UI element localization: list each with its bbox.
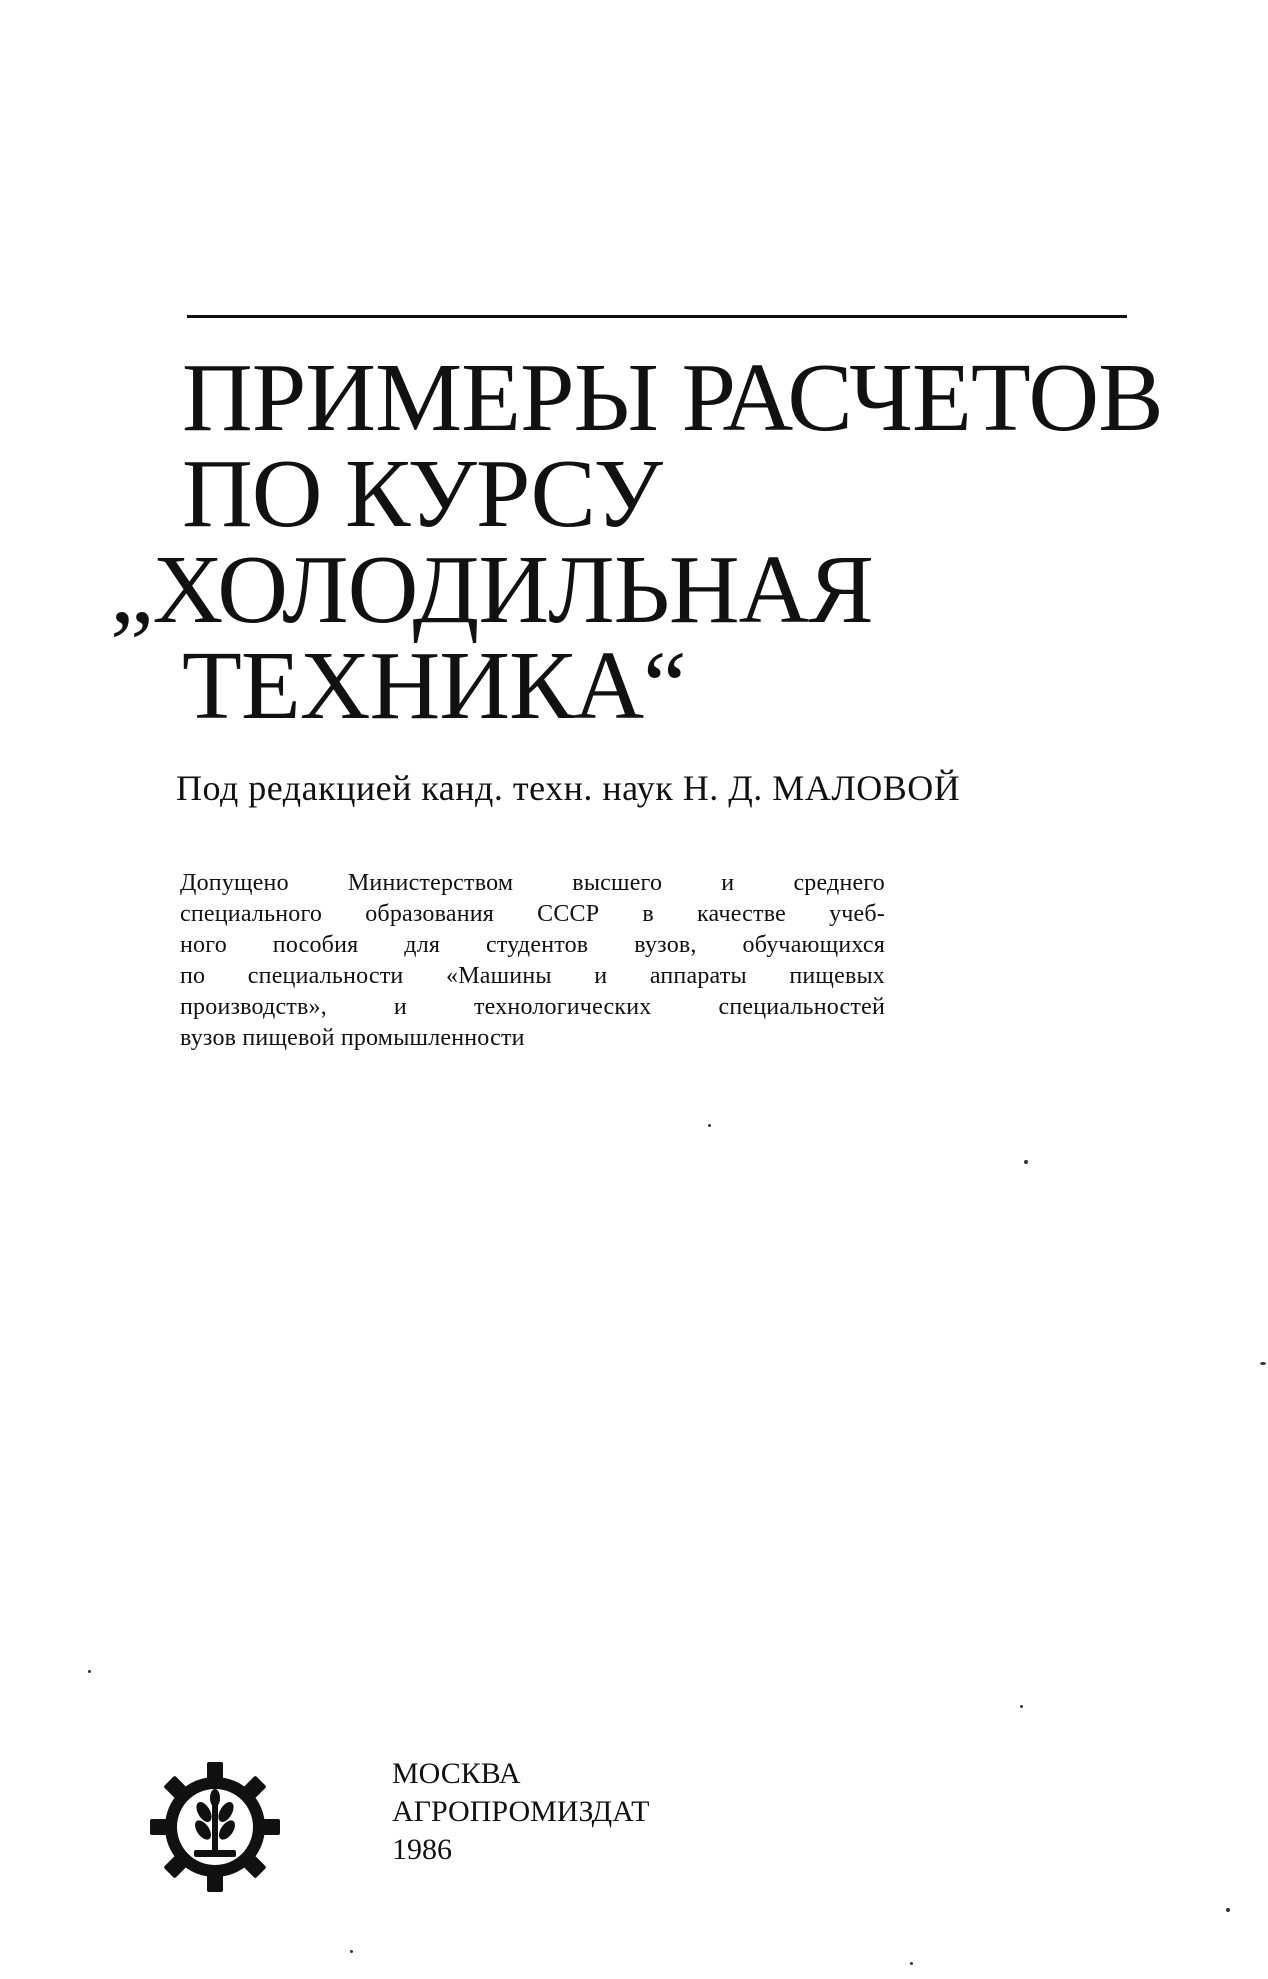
title-line-4: ТЕХНИКА“ [182,632,686,740]
approval-line-1: Допущено Министерством высшего и среднего [180,870,885,896]
approval-line-4: по специальности «Машины и аппараты пищевых [180,963,885,989]
approval-line-6: вузов пищевой промышленности [180,1025,525,1051]
book-title [110,344,1210,740]
scan-speck [910,1962,913,1965]
scan-speck [88,1670,91,1673]
approval-statement [180,868,885,1054]
scan-speck [350,1950,353,1953]
editor-credit: Под редакцией канд. техн. наук Н. Д. МАЛОВОЙ [176,768,961,808]
scan-speck [708,1124,711,1127]
approval-line-3: ного пособия для студентов вузов, обучающихся [180,932,885,958]
title-line-1: ПРИМЕРЫ РАСЧЕТОВ [182,344,1163,452]
imprint [392,1755,649,1869]
scan-speck [1020,1705,1023,1708]
scan-speck [1260,1362,1266,1365]
scan-speck [1024,1160,1028,1164]
agropromizdat-gear-emblem-icon [148,1760,282,1894]
title-line-2: ПО КУРСУ [182,440,662,548]
imprint-year: 1986 [392,1833,452,1866]
imprint-city: МОСКВА [392,1757,521,1790]
approval-line-5: производств», и технологических специальностей [180,994,885,1020]
imprint-publisher: АГРОПРОМИЗДАТ [392,1795,650,1828]
approval-line-2: специального образования СССР в качестве учеб- [180,901,885,927]
title-line-3: „ХОЛОДИЛЬНАЯ [110,536,873,644]
scan-speck [1226,1908,1230,1912]
top-rule [187,315,1127,318]
